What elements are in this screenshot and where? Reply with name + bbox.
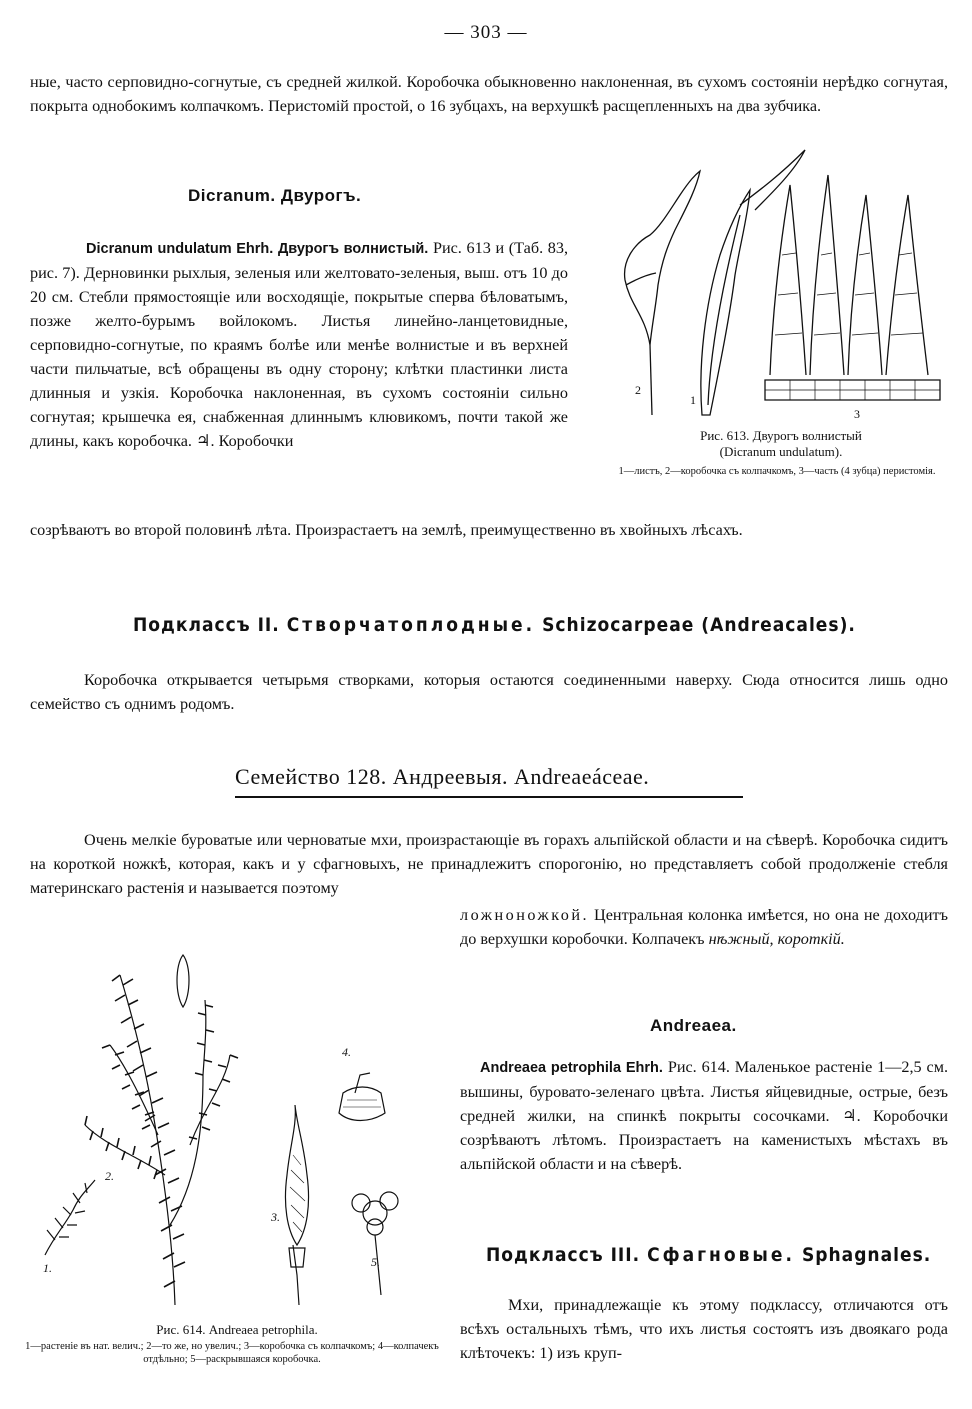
subclass-2-name-ru: Створчатоплодные. [286,614,536,636]
family-text: Очень мелкіе буроватые или черноватые мхи, произрастающіе въ горахъ альпійской области и на сѣверѣ. Коробочка сидитъ на короткой ножкѣ, которая, какъ и у сфагновыхъ, не принадлежитъ спорогонію, но представляетъ собой продолженіе стебля материнскаго растенія и называется поэтому [30,831,948,897]
page-number: — 303 — [444,22,528,43]
figure-614-caption-legend: 1—растеніе въ нат. велич.; 2—то же, но увелич.; 3—коробочка съ колпачкомъ; 4—колпачекъ отдѣльно; 5—раскрывшаяся коробочка. [25,1341,439,1365]
figure-613 [590,135,960,425]
figure-613-label-2: 2 [635,383,641,397]
family-text-narrow-rest: Центральная колонка имѣется, но она не доходитъ до верхушки коробочки. Колпачекъ [460,906,949,948]
subclass-2-text: Коробочка открывается четырьмя створками, которыя остаются соединенными наверху. Сюда относится лишь одно семейство съ однимъ родомъ. [30,671,948,713]
figure-613-label-1: 1 [690,393,696,407]
family-term-pseudopodium: ложнoножкой. [460,906,590,924]
subclass-3-text: Мхи, принадлежащіе къ этому подклассу, отличаются отъ всѣхъ остальныхъ тѣмъ, что ихъ листья состоятъ изъ двоякаго рода клѣточекъ: 1) изъ круп- [460,1296,948,1362]
figure-613-label-3: 3 [854,407,860,421]
intro-paragraph: ные, часто серповидно-согнутые, съ средней жилкой. Коробочка обыкновенно наклоненная, въ сухомъ состояніи нерѣдко согнутая, покрыта однобокимъ колпачкомъ. Перистомій простой, о 16 зубцахъ, на верхушкѣ расщепленныхъ на два зубчика. [30,73,948,115]
dicranum-description [30,236,568,453]
subclass-3-name-lat: Sphagnales. [801,1244,932,1266]
subclass-3-label: Подклассъ III. [486,1244,641,1266]
figure-614-label-2: 2. [105,1169,114,1183]
dicranum-text: Рис. 613 и (Таб. 83, рис. 7). Дерновинки рыхлыя, зеленыя или желтовато-зеленыя, выш. отъ 10 до 20 см. Стебли прямостоящіе или восходящіе, покрытые сперва бѣловатымъ, позже желто-бурымъ войлокомъ. Листья линейно-ланцетовидные, серповидно-согнутые, по краямъ болѣе или менѣе волнистые и въ верхней части пильчатые, всѣ обращены въ одну сторону; клѣтки пластинки листа длинныя и узкія. Коробочка наклоненная, въ сухомъ состояніи сильно согнутая; крышечка ея, снабженная длиннымъ клювикомъ, почти такой же длины, какъ коробочка. ♃. Коробочки [30,239,569,450]
subclass-3-heading [486,1244,931,1266]
figure-613-caption-title: Рис. 613. Двурогъ волнистый [700,428,862,443]
genus-heading-andreaea: Andreaea. [650,1016,737,1035]
andreaea-text: Рис. 614. Маленькое растеніе 1—2,5 см. вышины, буровато-зеленаго цвѣта. Листья яйцевидные, острые, безъ средней жилки, на спинкѣ покрыты сосочками. ♃. Коробочки созрѣваютъ лѣтомъ. Произрастаетъ на каменистыхъ мѣстахъ въ альпійской области и на сѣверѣ. [460,1058,948,1173]
figure-614-label-4: 4. [342,1045,351,1059]
genus-heading-dicranum: Dicranum. Двурогъ. [188,186,362,205]
figure-614-label-5: 5. [371,1255,380,1269]
figure-614-label-1: 1. [43,1261,52,1275]
subclass-3-name-ru: Сфагновые. [647,1244,795,1266]
dicranum-species-name: Dicranum undulatum Ehrh. Двурогъ волнистый. [86,241,429,257]
subclass-2-name-lat: Schizocarpeae (Andreacales). [542,614,856,636]
figure-614-caption-title: Рис. 614. Andreaea petrophila. [156,1322,318,1337]
figure-614-illustration [25,945,445,1315]
figure-614 [25,945,445,1315]
figure-613-caption-legend: 1—листъ, 2—коробочка съ колпачкомъ, 3—часть (4 зубца) перистомія. [618,466,936,477]
family-heading-underline [235,796,743,798]
subclass-2-label: Подклассъ II. [133,614,280,636]
family-text-italic: нѣжный, короткій. [708,930,845,948]
andreaea-description [460,1055,948,1176]
andreaea-species-name: Andreaea petrophila Ehrh. [480,1060,663,1076]
family-text-narrow [460,903,948,951]
subclass-2-heading [133,614,856,636]
figure-614-label-3: 3. [271,1210,280,1224]
dicranum-text-tail: созрѣваютъ во второй половинѣ лѣта. Произрастаетъ на землѣ, преимущественно въ хвойныхъ лѣсахъ. [30,521,743,539]
figure-613-caption-latin: (Dicranum undulatum). [719,444,843,459]
family-heading: Семейство 128. Андреевыя. Andreaeáceae. [235,764,650,789]
figure-613-illustration [590,135,960,425]
